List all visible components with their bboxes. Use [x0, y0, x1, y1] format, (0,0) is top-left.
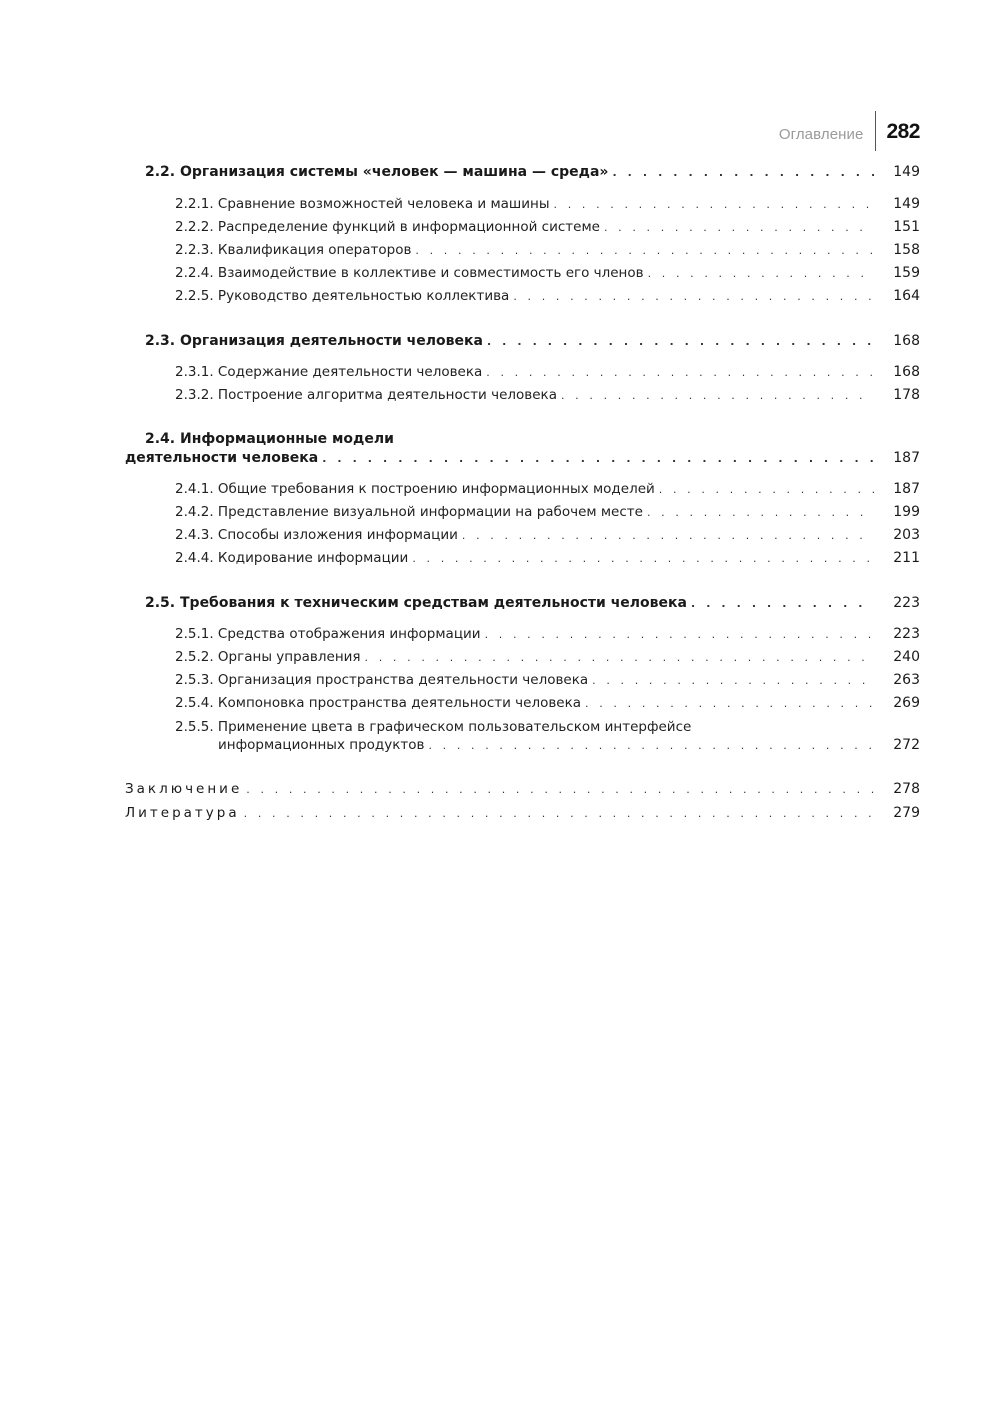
toc-entry-title: Заключение — [125, 781, 246, 797]
toc-entry-page: 199 — [893, 504, 920, 520]
toc-entry-page: 187 — [893, 481, 920, 497]
leader-dots — [513, 290, 874, 303]
toc-subsection-2-2-4[interactable] — [0, 265, 1000, 287]
toc-entry-title: информационных продуктов — [218, 737, 428, 753]
toc-subsection-2-5-2[interactable] — [0, 649, 1000, 671]
leader-dots — [647, 506, 874, 519]
toc-subsection-2-4-3[interactable] — [0, 527, 1000, 549]
toc-subsection-2-3-1[interactable] — [0, 364, 1000, 386]
toc-entry-page: 159 — [893, 265, 920, 281]
toc-entry-page: 223 — [893, 595, 920, 611]
toc-entry-page: 272 — [893, 737, 920, 753]
toc-subsection-2-2-3[interactable] — [0, 242, 1000, 264]
leader-dots — [412, 552, 874, 565]
leader-dots — [244, 807, 874, 820]
toc-entry-title: 2.5.1. Средства отображения информации — [175, 626, 485, 642]
toc-entry-page: 149 — [893, 164, 920, 180]
leader-dots — [554, 198, 874, 211]
running-header — [779, 112, 920, 150]
toc-entry-title: 2.2.3. Квалификация операторов — [175, 242, 415, 258]
toc-entry-page: 168 — [893, 364, 920, 380]
leader-dots — [322, 452, 874, 465]
toc-entry-page: 223 — [893, 626, 920, 642]
toc-entry-page: 164 — [893, 288, 920, 304]
toc-subsection-2-4-4[interactable] — [0, 550, 1000, 572]
header-divider — [875, 111, 876, 151]
toc-section-2-4-first-line[interactable]: 2.4. Информационные модели — [145, 431, 394, 447]
toc-entry-title: Литература — [125, 805, 244, 821]
toc-section-2-5[interactable] — [0, 595, 1000, 617]
toc-subsection-2-4-1[interactable] — [0, 481, 1000, 503]
toc-entry-title: 2.4.3. Способы изложения информации — [175, 527, 462, 543]
toc-entry-title: 2.2.1. Сравнение возможностей человека и машины — [175, 196, 554, 212]
toc-subsection-2-5-4[interactable] — [0, 695, 1000, 717]
toc-entry-title: деятельности человека — [125, 450, 322, 466]
leader-dots — [612, 166, 874, 179]
toc-subsection-2-5-3[interactable] — [0, 672, 1000, 694]
toc-section-2-3[interactable] — [0, 333, 1000, 355]
toc-subsection-2-5-5-first-line[interactable]: 2.5.5. Применение цвета в графическом пользовательском интерфейсе — [175, 719, 692, 735]
toc-subsection-2-4-2[interactable] — [0, 504, 1000, 526]
leader-dots — [585, 697, 874, 710]
toc-section-2-2[interactable] — [0, 164, 1000, 186]
toc-entry-title: 2.5. Требования к техническим средствам деятельности человека — [145, 595, 691, 611]
toc-subsection-2-3-2[interactable] — [0, 387, 1000, 409]
leader-dots — [648, 267, 874, 280]
toc-entry-title: 2.2.2. Распределение функций в информационной системе — [175, 219, 604, 235]
toc-entry-page: 278 — [893, 781, 920, 797]
toc-subsection-2-2-1[interactable] — [0, 196, 1000, 218]
leader-dots — [691, 597, 874, 610]
toc-entry-title: 2.2. Организация системы «человек — машина — среда» — [145, 164, 612, 180]
toc-entry-title: 2.3.1. Содержание деятельности человека — [175, 364, 486, 380]
toc-entry-title: 2.5.2. Органы управления — [175, 649, 365, 665]
toc-entry-title: 2.3. Организация деятельности человека — [145, 333, 487, 349]
toc-entry-title: 2.4.1. Общие требования к построению информационных моделей — [175, 481, 659, 497]
toc-subsection-2-2-2[interactable] — [0, 219, 1000, 241]
leader-dots — [485, 628, 874, 641]
toc-subsection-2-5-5[interactable] — [0, 737, 1000, 759]
leader-dots — [592, 674, 874, 687]
toc-entry-title: 2.2.5. Руководство деятельностью коллектива — [175, 288, 513, 304]
toc-entry-page: 168 — [893, 333, 920, 349]
leader-dots — [659, 483, 874, 496]
toc-entry-title: 2.2.4. Взаимодействие в коллективе и совместимость его членов — [175, 265, 648, 281]
toc-entry-page: 240 — [893, 649, 920, 665]
toc-conclusion[interactable] — [0, 781, 1000, 803]
leader-dots — [604, 221, 874, 234]
toc-entry-page: 263 — [893, 672, 920, 688]
leader-dots — [486, 366, 874, 379]
leader-dots — [462, 529, 874, 542]
leader-dots — [487, 335, 874, 348]
toc-entry-title: 2.5.4. Компоновка пространства деятельности человека — [175, 695, 585, 711]
toc-subsection-2-2-5[interactable] — [0, 288, 1000, 310]
toc-entry-title: 2.5.3. Организация пространства деятельности человека — [175, 672, 592, 688]
toc-entry-page: 187 — [893, 450, 920, 466]
leader-dots — [561, 389, 874, 402]
toc-entry-page: 203 — [893, 527, 920, 543]
toc-entry-title: 2.4.4. Кодирование информации — [175, 550, 412, 566]
toc-entry-page: 211 — [893, 550, 920, 566]
toc-entry-title: 2.4.2. Представление визуальной информации на рабочем месте — [175, 504, 647, 520]
toc-entry-page: 279 — [893, 805, 920, 821]
toc-entry-page: 269 — [893, 695, 920, 711]
toc-literature[interactable] — [0, 805, 1000, 827]
toc-entry-page: 158 — [893, 242, 920, 258]
leader-dots — [415, 244, 874, 257]
page-number: 282 — [886, 120, 920, 143]
leader-dots — [246, 783, 874, 796]
toc-entry-page: 151 — [893, 219, 920, 235]
toc-subsection-2-5-1[interactable] — [0, 626, 1000, 648]
toc-entry-page: 149 — [893, 196, 920, 212]
running-header-title: Оглавление — [778, 125, 864, 143]
leader-dots — [428, 739, 882, 752]
toc-section-2-4[interactable] — [0, 450, 1000, 472]
toc-entry-title: 2.3.2. Построение алгоритма деятельности человека — [175, 387, 561, 403]
toc-entry-page: 178 — [893, 387, 920, 403]
leader-dots — [365, 651, 874, 664]
